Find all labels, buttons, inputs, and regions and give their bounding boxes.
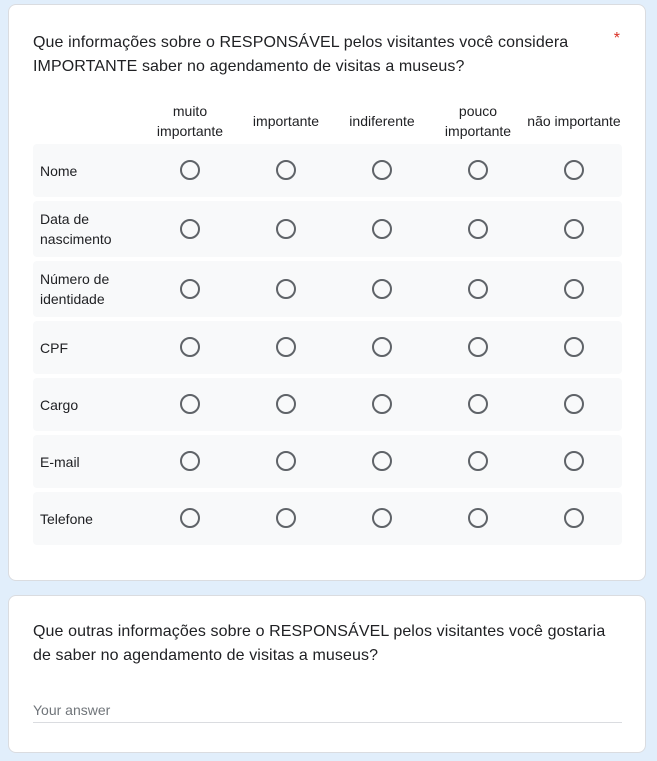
radio-nome-pouco-importante[interactable] (468, 160, 488, 180)
grid-row-numero-de-identidade (33, 261, 622, 317)
radio-cpf-muito-importante[interactable] (180, 337, 200, 357)
question-card-other-info (8, 595, 646, 753)
radio-cargo-importante[interactable] (276, 394, 296, 414)
row-label: E-mail (40, 453, 80, 470)
grid-row-telefone (33, 492, 622, 545)
radio-data-nascimento-nao-importante[interactable] (564, 219, 584, 239)
question-title: Que outras informações sobre o RESPONSÁVEL pelos visitantes você gostaria de saber no agendamento de visitas a museus? (33, 623, 606, 664)
radio-telefone-importante[interactable] (276, 508, 296, 528)
column-header-muito-importante: muito importante (156, 103, 224, 139)
radio-nome-muito-importante[interactable] (180, 160, 200, 180)
question-title: Que informações sobre o RESPONSÁVEL pelos visitantes você considera IMPORTANTE saber no agendamento de visitas a museus? (33, 34, 569, 75)
question-card-responsavel-importance (8, 4, 646, 581)
radio-email-muito-importante[interactable] (180, 451, 200, 471)
radio-data-nascimento-indiferente[interactable] (372, 219, 392, 239)
radio-nome-importante[interactable] (276, 160, 296, 180)
row-label: Cargo (40, 396, 79, 413)
radio-email-indiferente[interactable] (372, 451, 392, 471)
radio-cargo-indiferente[interactable] (372, 394, 392, 414)
radio-email-nao-importante[interactable] (564, 451, 584, 471)
required-asterisk: * (613, 30, 620, 47)
radio-data-nascimento-pouco-importante[interactable] (468, 219, 488, 239)
radio-cpf-nao-importante[interactable] (564, 337, 584, 357)
row-label: Data de nascimento (40, 211, 112, 247)
column-header-importante: importante (252, 113, 320, 129)
grid-row-data-de-nascimento (33, 201, 622, 257)
radio-telefone-muito-importante[interactable] (180, 508, 200, 528)
row-label: Nome (40, 162, 78, 179)
radio-nome-indiferente[interactable] (372, 160, 392, 180)
radio-identidade-pouco-importante[interactable] (468, 279, 488, 299)
radio-identidade-nao-importante[interactable] (564, 279, 584, 299)
radio-telefone-nao-importante[interactable] (564, 508, 584, 528)
grid-row-cargo (33, 378, 622, 431)
radio-data-nascimento-muito-importante[interactable] (180, 219, 200, 239)
radio-email-importante[interactable] (276, 451, 296, 471)
row-label: Telefone (40, 510, 93, 527)
grid-row-cpf (33, 321, 622, 374)
radio-telefone-pouco-importante[interactable] (468, 508, 488, 528)
radio-data-nascimento-importante[interactable] (276, 219, 296, 239)
grid-row-nome (33, 144, 622, 197)
answer-input[interactable] (33, 697, 622, 723)
row-label: CPF (40, 339, 68, 356)
radio-nome-nao-importante[interactable] (564, 160, 584, 180)
grid-row-e-mail (33, 435, 622, 488)
radio-identidade-indiferente[interactable] (372, 279, 392, 299)
radio-cargo-pouco-importante[interactable] (468, 394, 488, 414)
radio-cpf-importante[interactable] (276, 337, 296, 357)
radio-identidade-muito-importante[interactable] (180, 279, 200, 299)
column-header-indiferente: indiferente (349, 113, 415, 129)
radio-email-pouco-importante[interactable] (468, 451, 488, 471)
radio-cpf-pouco-importante[interactable] (468, 337, 488, 357)
radio-cargo-muito-importante[interactable] (180, 394, 200, 414)
column-header-pouco-importante: pouco importante (444, 103, 512, 139)
radio-telefone-indiferente[interactable] (372, 508, 392, 528)
column-header-nao-importante: não importante (527, 113, 621, 129)
radio-cargo-nao-importante[interactable] (564, 394, 584, 414)
radio-cpf-indiferente[interactable] (372, 337, 392, 357)
row-label: Número de identidade (40, 271, 110, 307)
radio-identidade-importante[interactable] (276, 279, 296, 299)
